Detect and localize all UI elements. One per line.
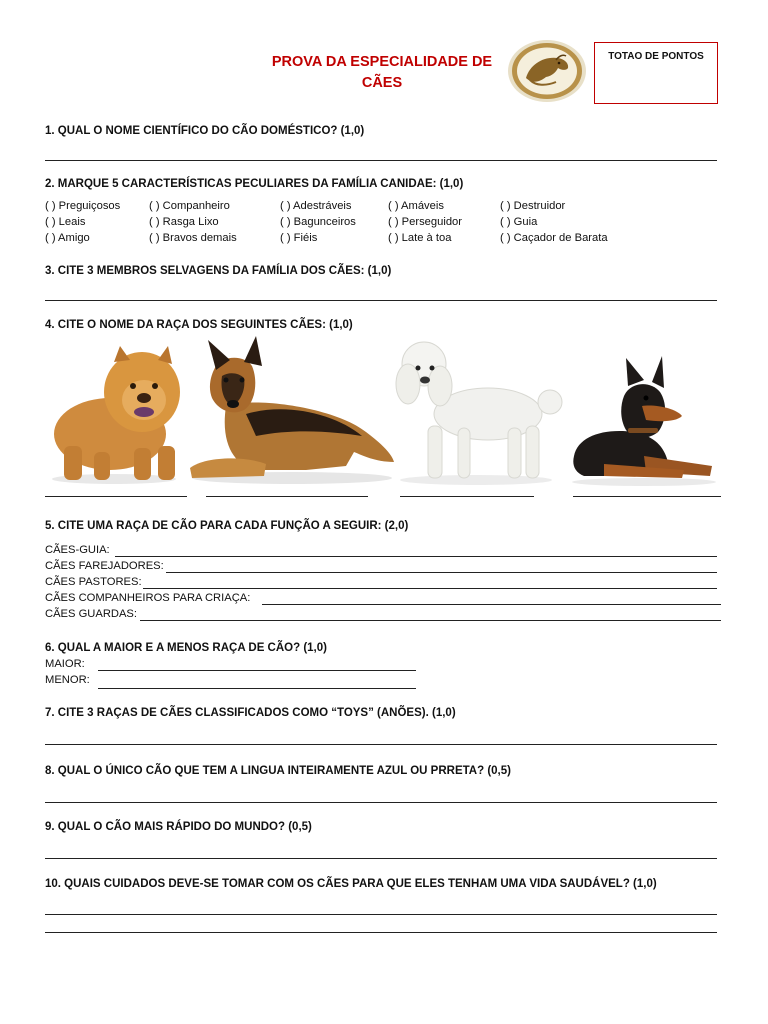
- option-companheiro[interactable]: ( ) Companheiro: [149, 200, 230, 212]
- question-10: 10. QUAIS CUIDADOS DEVE-SE TOMAR COM OS CÃES PARA QUE ELES TENHAM UMA VIDA SAUDÁVEL? (1,0): [45, 878, 657, 890]
- answer-line-dog-2[interactable]: [206, 496, 368, 497]
- question-4: 4. CITE O NOME DA RAÇA DOS SEGUINTES CÃES: (1,0): [45, 319, 353, 331]
- answer-line-q8[interactable]: [45, 802, 717, 803]
- score-box[interactable]: [594, 42, 718, 104]
- option-late-a-toa[interactable]: ( ) Late à toa: [388, 232, 452, 244]
- question-2: 2. MARQUE 5 CARACTERÍSTICAS PECULIARES DA FAMÍLIA CANIDAE: (1,0): [45, 178, 464, 190]
- option-rasga-lixo[interactable]: ( ) Rasga Lixo: [149, 216, 219, 228]
- option-leais[interactable]: ( ) Leais: [45, 216, 86, 228]
- question-9: 9. QUAL O CÃO MAIS RÁPIDO DO MUNDO? (0,5): [45, 821, 312, 833]
- label-caes-farejadores: CÃES FAREJADORES:: [45, 560, 164, 572]
- label-caes-guardas: CÃES GUARDAS:: [45, 608, 138, 620]
- answer-line-dog-1[interactable]: [45, 496, 187, 497]
- page-title: [262, 52, 502, 94]
- option-destruidor[interactable]: ( ) Destruidor: [500, 200, 566, 212]
- option-preguicosos[interactable]: ( ) Preguiçosos: [45, 200, 121, 212]
- answer-line-menor[interactable]: [98, 688, 416, 689]
- option-perseguidor[interactable]: ( ) Perseguidor: [388, 216, 462, 228]
- option-fieis[interactable]: ( ) Fiéis: [280, 232, 318, 244]
- label-menor: MENOR:: [45, 674, 90, 686]
- answer-line-maior[interactable]: [98, 670, 416, 671]
- answer-line-caes-farejadores[interactable]: [166, 572, 717, 573]
- answer-line-caes-pastores[interactable]: [143, 588, 717, 589]
- answer-line-q3[interactable]: [45, 300, 717, 301]
- dog-image-chow-chow: [44, 336, 190, 491]
- score-label: TOTAO DE PONTOS: [608, 51, 704, 62]
- dog-image-german-shepherd: [186, 336, 398, 491]
- answer-line-caes-companheiros[interactable]: [262, 604, 721, 605]
- title-line-2: CÃES: [361, 75, 403, 91]
- question-1: 1. QUAL O NOME CIENTÍFICO DO CÃO DOMÉSTICO? (1,0): [45, 125, 365, 137]
- label-maior: MAIOR:: [45, 658, 85, 670]
- answer-line-q10-2[interactable]: [45, 932, 717, 933]
- option-guia[interactable]: ( ) Guia: [500, 216, 538, 228]
- question-3: 3. CITE 3 MEMBROS SELVAGENS DA FAMÍLIA DOS CÃES: (1,0): [45, 265, 392, 277]
- option-amigo[interactable]: ( ) Amigo: [45, 232, 90, 244]
- answer-line-caes-guardas[interactable]: [140, 620, 721, 621]
- option-cacador-de-barata[interactable]: ( ) Caçador de Barata: [500, 232, 608, 244]
- answer-line-q10-1[interactable]: [45, 914, 717, 915]
- label-caes-companheiros: CÃES COMPANHEIROS PARA CRIAÇA:: [45, 592, 251, 604]
- answer-line-q9[interactable]: [45, 858, 717, 859]
- question-7: 7. CITE 3 RAÇAS DE CÃES CLASSIFICADOS COMO “TOYS” (ANÕES). (1,0): [45, 707, 456, 719]
- dog-image-miniature-pinscher: [564, 336, 720, 491]
- question-6: 6. QUAL A MAIOR E A MENOS RAÇA DE CÃO? (1,0): [45, 642, 327, 654]
- answer-line-caes-guia[interactable]: [115, 556, 717, 557]
- label-caes-pastores: CÃES PASTORES:: [45, 576, 142, 588]
- answer-line-dog-3[interactable]: [400, 496, 534, 497]
- question-5: 5. CITE UMA RAÇA DE CÃO PARA CADA FUNÇÃO A SEGUIR: (2,0): [45, 520, 409, 532]
- option-adestraveis[interactable]: ( ) Adestráveis: [280, 200, 352, 212]
- specialty-emblem: [506, 38, 588, 104]
- option-amaveis[interactable]: ( ) Amáveis: [388, 200, 444, 212]
- option-bagunceiros[interactable]: ( ) Bagunceiros: [280, 216, 356, 228]
- question-8: 8. QUAL O ÚNICO CÃO QUE TEM A LINGUA INTEIRAMENTE AZUL OU PRRETA? (0,5): [45, 765, 511, 777]
- label-caes-guia: CÃES-GUIA:: [45, 544, 110, 556]
- answer-line-dog-4[interactable]: [573, 496, 721, 497]
- dog-image-poodle: [388, 336, 564, 491]
- option-bravos-demais[interactable]: ( ) Bravos demais: [149, 232, 237, 244]
- answer-line-q7[interactable]: [45, 744, 717, 745]
- answer-line-q1[interactable]: [45, 160, 717, 161]
- title-line-1: PROVA DA ESPECIALIDADE DE: [271, 54, 493, 70]
